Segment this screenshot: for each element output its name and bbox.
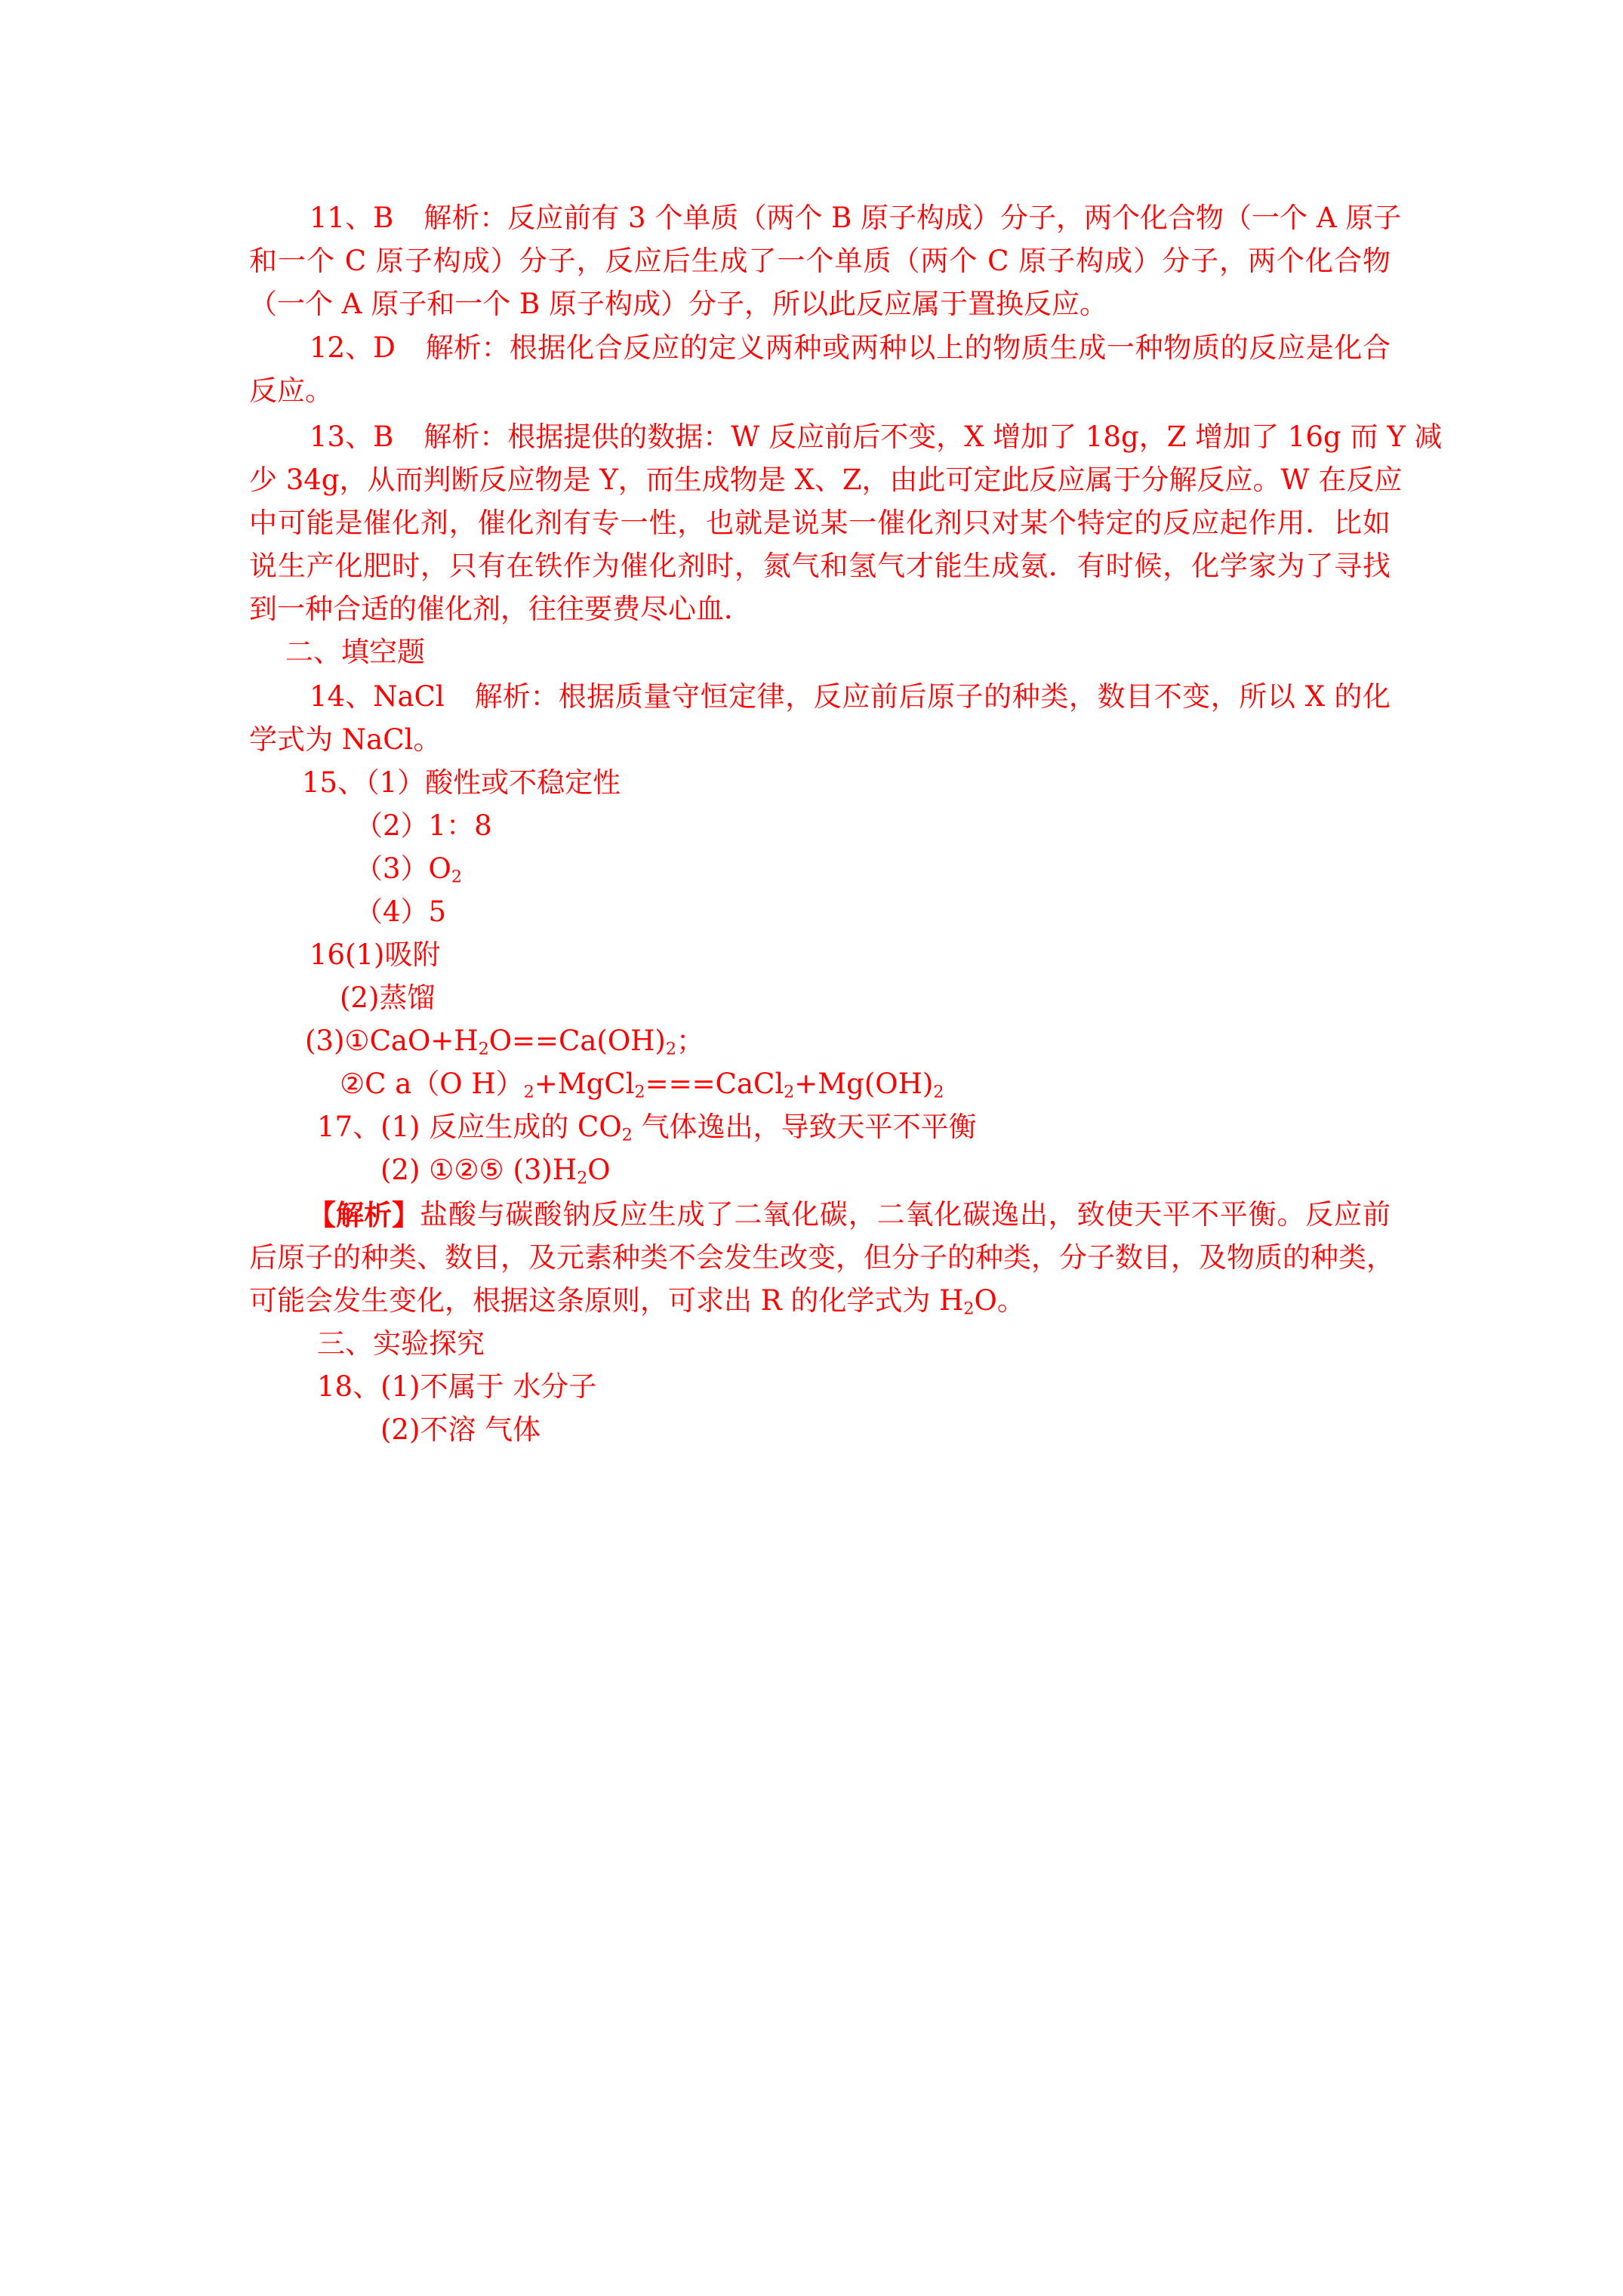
q13-text-5: 到一种合适的催化剂，往往要费尽心血． [249, 593, 752, 625]
q16-a4-sub: 2 [784, 1082, 795, 1102]
q11-number: 11、B [310, 202, 394, 234]
q13-text-3: 中可能是催化剂，催化剂有专一性，也就是说某一催化剂只对某个特定的反应起作用．比如 [249, 507, 1390, 539]
q16-a4-part: ===CaCl [645, 1068, 784, 1100]
q11-analysis-label: 解析： [423, 202, 508, 234]
q15-answer-3-sub: 2 [451, 867, 462, 887]
q11-text-3: （一个 A 原子和一个 B 原子构成）分子，所以此反应属于置换反应。 [249, 288, 1107, 320]
q16-a4-sub: 2 [933, 1082, 944, 1102]
q13-text-2: 少 34g，从而判断反应物是 Y，而生成物是 X、Z，由此可定此反应属于分解反应。W 在反应 [249, 464, 1403, 496]
q14-analysis-label: 解析： [474, 680, 559, 713]
q18-answer-2: (2)不溶 气体 [380, 1413, 541, 1446]
q16-a3-sub: 2 [665, 1039, 676, 1059]
q16-answer-3 [305, 1025, 704, 1058]
q16-a3-part: O==Ca(OH) [488, 1025, 666, 1057]
q16-a4-part: +Mg(OH) [794, 1068, 934, 1100]
q17-analysis-line-1 [308, 1199, 1390, 1231]
q12-analysis-label: 解析： [425, 331, 510, 364]
q12-text-2: 反应。 [249, 374, 333, 407]
q17-analysis-3-part: O。 [974, 1284, 1025, 1317]
q13-text-4: 说生产化肥时，只有在铁作为催化剂时，氮气和氢气才能生成氨．有时候，化学家为了寻找 [249, 550, 1390, 582]
q14-text-1: 根据质量守恒定律，反应前后原子的种类，数目不变，所以 X 的化 [558, 680, 1390, 713]
q14-text-2: 学式为 NaCl。 [249, 723, 442, 756]
q16-a4-part: +MgCl [534, 1068, 635, 1100]
q15-answer-4: （4）5 [355, 895, 447, 928]
q12-line-1 [310, 332, 1390, 365]
q17-answer-1 [317, 1111, 977, 1144]
q16-a3-part: (3)①CaO+H [305, 1025, 479, 1057]
q17-a2-part: (2) ①②⑤ (3)H [380, 1154, 577, 1186]
q13-line-1 [310, 421, 1443, 454]
q17-a2-part: O [587, 1154, 611, 1186]
q16-answer-1: 16(1)吸附 [310, 938, 441, 971]
q15-answer-3 [355, 853, 462, 886]
q16-a4-sub: 2 [634, 1082, 645, 1102]
q17-a1-part: 17、(1) 反应生成的 CO [317, 1111, 622, 1143]
section-fill-in-heading: 二、填空题 [285, 636, 425, 668]
q17-a2-sub: 2 [577, 1168, 588, 1188]
q17-a1-part: 气体逸出，导致天平不平衡 [632, 1111, 977, 1143]
q15-answer-1: 15、（1）酸性或不稳定性 [302, 766, 621, 799]
q17-a1-sub: 2 [621, 1125, 633, 1145]
q13-number: 13、B [310, 421, 394, 453]
q16-answer-2: (2)蒸馏 [340, 982, 436, 1014]
q17-analysis-label: 【解析】 [308, 1198, 420, 1231]
q17-analysis-text-2: 后原子的种类、数目，及元素种类不会发生改变，但分子的种类，分子数目，及物质的种类， [249, 1241, 1394, 1274]
q14-number: 14、NaCl [310, 680, 445, 713]
q16-a3-part: ； [676, 1025, 704, 1057]
q11-text-2: 和一个 C 原子构成）分子，反应后生成了一个单质（两个 C 原子构成）分子，两个化合物 [249, 245, 1390, 277]
q16-a3-sub: 2 [478, 1039, 489, 1059]
q18-answer-1: 18、(1)不属于 水分子 [317, 1370, 597, 1403]
q16-a4-part: ②C a（O H） [340, 1068, 524, 1100]
q17-analysis-text-3 [249, 1285, 1025, 1318]
q15-answer-3-text: （3）O [355, 852, 451, 885]
q12-number: 12、D [310, 331, 396, 364]
q16-answer-4 [340, 1068, 944, 1101]
q11-line-1 [310, 202, 1402, 235]
q13-analysis-label: 解析： [423, 421, 508, 453]
q14-line-1 [310, 681, 1390, 713]
q12-text-1: 根据化合反应的定义两种或两种以上的物质生成一种物质的反应是化合 [509, 331, 1390, 364]
q13-text-1: 根据提供的数据：W 反应前后不变，X 增加了 18g，Z 增加了 16g 而 Y 减 [507, 421, 1443, 453]
section-experiment-heading: 三、实验探究 [317, 1327, 485, 1360]
q17-answer-2 [380, 1154, 611, 1187]
q15-answer-2: （2）1：8 [355, 809, 492, 842]
q17-analysis-3-sub: 2 [963, 1299, 975, 1319]
q11-text-1: 反应前有 3 个单质（两个 B 原子构成）分子，两个化合物（一个 A 原子 [507, 202, 1402, 234]
q17-analysis-3-part: 可能会发生变化，根据这条原则，可求出 R 的化学式为 H [249, 1284, 964, 1317]
q16-a4-sub: 2 [523, 1082, 534, 1102]
q17-analysis-text-1: 盐酸与碳酸钠反应生成了二氧化碳，二氧化碳逸出，致使天平不平衡。反应前 [420, 1198, 1390, 1231]
